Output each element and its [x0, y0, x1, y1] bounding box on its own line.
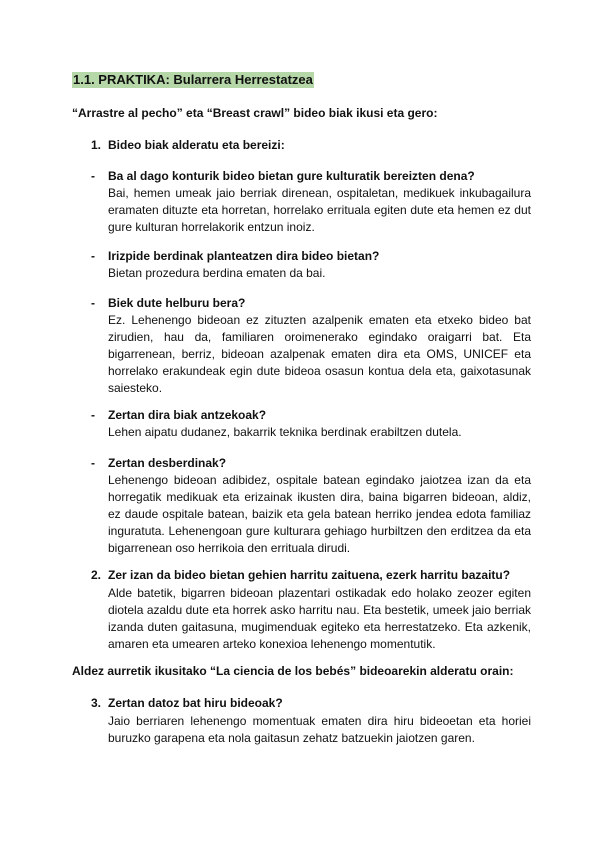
- bullet-question: Biek dute helburu bera?: [108, 296, 246, 310]
- bullet-marker: -: [91, 249, 95, 263]
- numbered-item-1: [91, 137, 531, 154]
- bullet-question: Zertan desberdinak?: [108, 456, 227, 470]
- bullet-question: Irizpide berdinak planteatzen dira bideo bietan?: [108, 249, 380, 263]
- numbered-item-3: [91, 695, 531, 747]
- bullet-answer: Ez. Lehenengo bideoan ez zituzten azalpenik ematen eta etxeko bideo bat zirudien, hau da, familiaren oroimenerako egindako oraigarri bat. Eta bigarrenean, berriz, bideoan azalpenak ematen dira eta OMS, UNICEF eta horrelako erakundeak egin dute bideoa osasun kontua dela eta, gaixotasunak saiesteko.: [108, 313, 531, 395]
- bullet-item: [91, 295, 531, 397]
- bullet-marker: -: [91, 408, 95, 422]
- bullet-item: [91, 455, 531, 557]
- item-heading: Bideo biak alderatu eta bereizi:: [108, 138, 285, 152]
- bullet-question: Zertan dira biak antzekoak?: [108, 408, 267, 422]
- bullet-answer: Lehen aipatu dudanez, bakarrik teknika berdinak erabiltzen dutela.: [108, 425, 462, 439]
- bullet-marker: -: [91, 169, 95, 183]
- bullet-question: Ba al dago konturik bideo bietan gure kulturatik bereizten dena?: [108, 169, 475, 183]
- intro-line-2: Aldez aurretik ikusitako “La ciencia de los bebés” bideoarekin alderatu orain:: [72, 664, 514, 678]
- numbered-item-2: [91, 567, 531, 653]
- bullet-item: [91, 248, 531, 282]
- item-number: 2.: [91, 568, 102, 582]
- item-number: 3.: [91, 696, 102, 710]
- item-question: Zer izan da bideo bietan gehien harritu zaituena, ezerk harritu bazaitu?: [108, 568, 511, 582]
- bullet-answer: Bai, hemen umeak jaio berriak direnean, ospitaletan, medikuek inkubagailura eramaten dituzte eta horretan, horrelako errituala egiten dute eta hemen ez dut gure kulturan horrelakorik entzun inoiz.: [108, 186, 531, 234]
- bullet-marker: -: [91, 296, 95, 310]
- bullet-answer: Bietan prozedura berdina ematen da bai.: [108, 266, 326, 280]
- intro-line: “Arrastre al pecho” eta “Breast crawl” bideo biak ikusi eta gero:: [72, 106, 438, 120]
- bullet-item: [91, 168, 531, 236]
- bullet-answer: Lehenengo bideoan adibidez, ospitale batean egindako jaiotzea izan da eta horregatik medikuak eta erizainak ikusten dira, baina bigarren bideoan, aldiz, ez daude ospitale batean, baizik eta gela batean herriko jendea edota familiaz inguratuta. Lehenengoan gure kulturara gehiago hurbiltzen den erditzea da eta bigarrenean oso herrikoia den errituala dirudi.: [108, 473, 531, 555]
- bullet-marker: -: [91, 456, 95, 470]
- item-answer: Jaio berriaren lehenengo momentuak ematen dira hiru bideoetan eta horiei buruzko garapena eta nola gaitasun zehatz batzuekin jaiotzen garen.: [108, 714, 531, 745]
- page-title: 1.1. PRAKTIKA: Bularrera Herrestatzea: [73, 72, 313, 87]
- item-question: Zertan datoz bat hiru bideoak?: [108, 696, 283, 710]
- item-answer: Alde batetik, bigarren bideoan plazentari ostikadak edo holako zeozer egiten diotela azaldu dute eta horrek asko harritu nau. Eta bestetik, umeek jaio berriak izanda duten gaitasuna, mugimenduak egiteko eta herrestatzeko. Eta azkenik, amaren eta umearen arteko konexioa lehenengo momentutik.: [108, 586, 531, 651]
- item-number: 1.: [91, 138, 102, 152]
- bullet-item: [91, 407, 531, 441]
